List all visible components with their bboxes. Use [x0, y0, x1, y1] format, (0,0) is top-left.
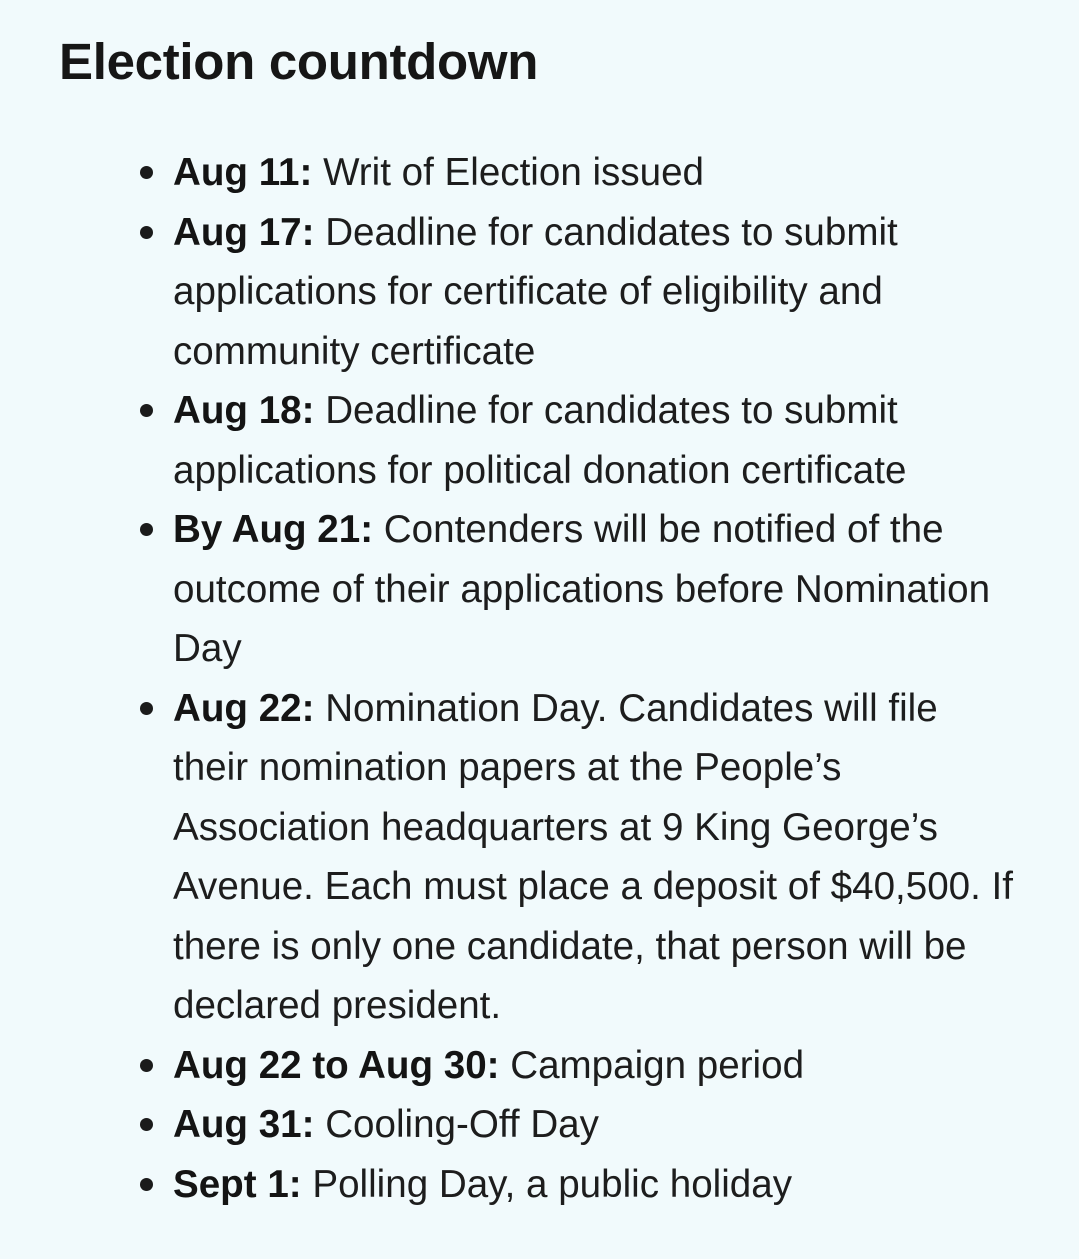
list-item [0, 203, 1079, 382]
event-description: Campaign period [510, 1043, 805, 1087]
event-description: Nomination Day. Candidates will file their nomination papers at the People’s Association headquarters at 9 King George’s Avenue. Each must place a deposit of $40,500. If there is only one candidate, that person will be declared president. [173, 686, 1013, 1027]
event-description: Cooling-Off Day [325, 1103, 599, 1146]
election-timeline-list [0, 143, 1079, 1214]
event-date: Aug 17: [173, 210, 326, 254]
event-description: Deadline for candidates to submit applications for certificate of eligibility and community certificate [173, 210, 898, 373]
event-date: Aug 31: [173, 1103, 326, 1146]
event-date: Aug 18: [173, 389, 326, 432]
bullet-icon [140, 1178, 153, 1191]
event-date: Aug 22 to Aug 30: [173, 1043, 511, 1087]
bullet-icon [140, 166, 153, 179]
list-item [0, 1155, 1079, 1215]
bullet-icon [140, 226, 153, 239]
list-item [0, 500, 1079, 679]
bullet-icon [140, 404, 153, 417]
list-item [0, 381, 1079, 500]
list-item [0, 1036, 1079, 1096]
bullet-icon [140, 702, 153, 715]
bullet-icon [140, 523, 153, 536]
event-date: Aug 11: [173, 151, 324, 194]
list-item [0, 143, 1079, 203]
list-item [0, 1095, 1079, 1155]
list-item [0, 679, 1079, 1036]
event-description: Deadline for candidates to submit applications for political donation certificate [173, 389, 907, 492]
page-title: Election countdown [59, 33, 539, 90]
event-description: Writ of Election issued [323, 151, 705, 194]
event-date: Sept 1: [173, 1162, 313, 1206]
bullet-icon [140, 1059, 153, 1072]
event-description: Polling Day, a public holiday [312, 1162, 792, 1206]
bullet-icon [140, 1118, 153, 1131]
event-description: Contenders will be notified of the outcome of their applications before Nomination Day [173, 508, 991, 670]
event-date: Aug 22: [173, 686, 326, 730]
event-date: By Aug 21: [173, 508, 384, 551]
